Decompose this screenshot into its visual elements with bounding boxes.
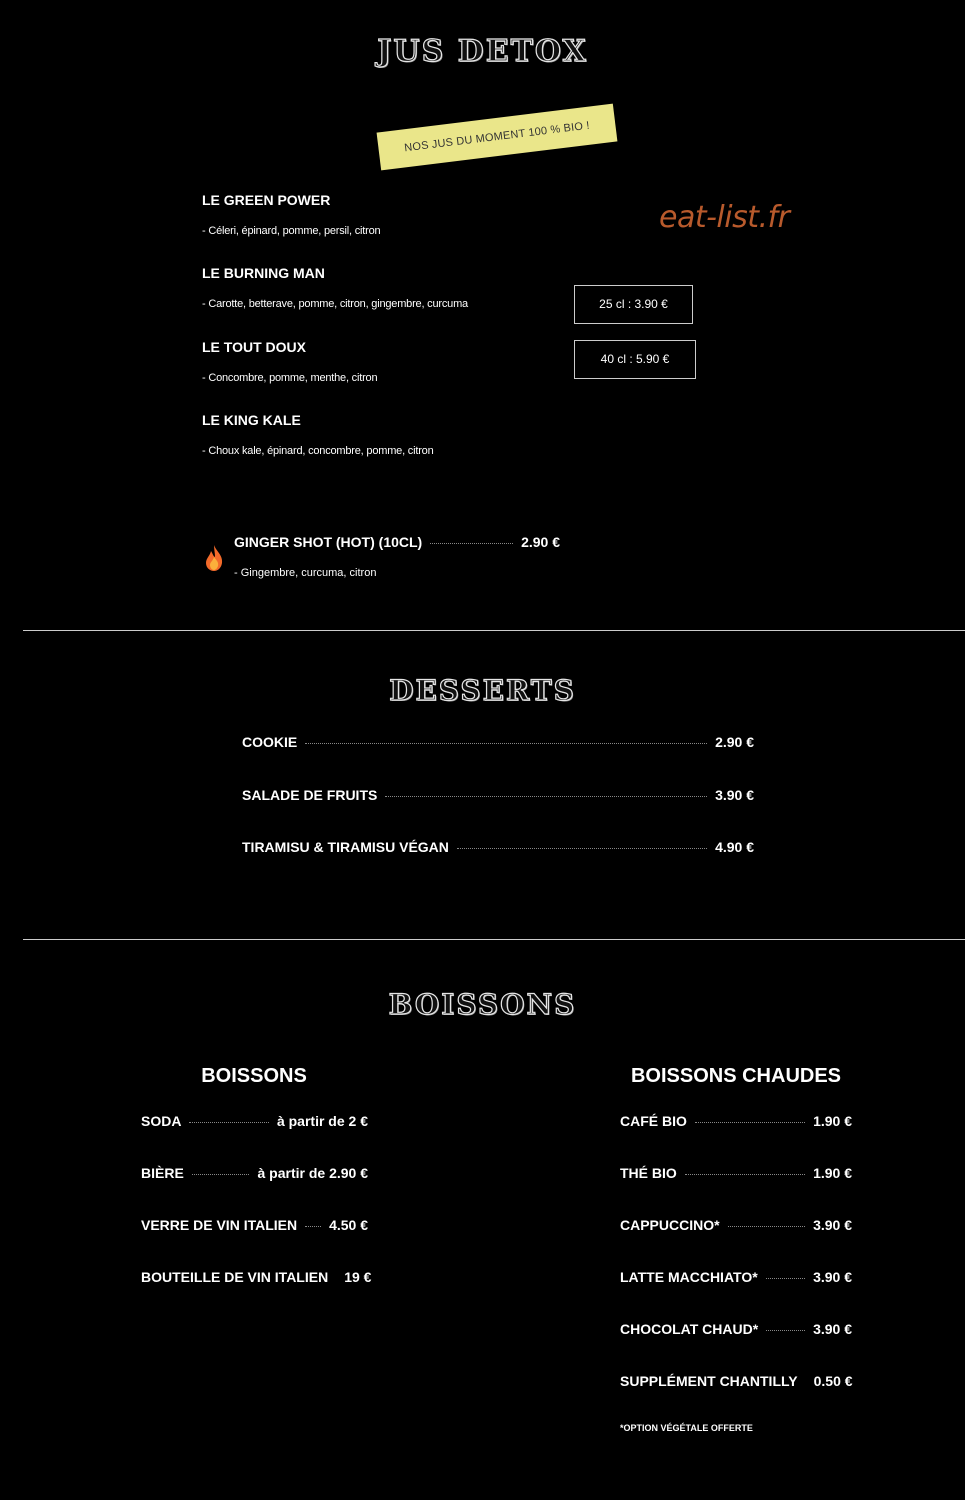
- dot-leader: [695, 1122, 805, 1123]
- flame-icon: [203, 544, 225, 572]
- drink-item: [141, 1269, 372, 1285]
- drink-item: [141, 1217, 368, 1233]
- dot-leader: [305, 743, 707, 744]
- dessert-item: [242, 734, 754, 750]
- juice-description: - Concombre, pomme, menthe, citron: [202, 372, 378, 384]
- dot-leader: [766, 1330, 805, 1331]
- dessert-name: SALADE DE FRUITS: [242, 787, 378, 803]
- drink-name: BOUTEILLE DE VIN ITALIEN: [141, 1269, 329, 1285]
- drink-name: VERRE DE VIN ITALIEN: [141, 1217, 298, 1233]
- dessert-price: 3.90 €: [715, 787, 754, 803]
- dot-leader: [766, 1278, 805, 1279]
- dot-leader: [430, 543, 513, 544]
- drink-price: 1.90 €: [813, 1165, 852, 1181]
- drink-price: 19 €: [344, 1269, 372, 1285]
- juice-name: LE BURNING MAN: [202, 265, 325, 281]
- hot-drink-item: [620, 1373, 852, 1389]
- hot-drinks-heading: BOISSONS CHAUDES: [630, 1065, 842, 1087]
- promo-sticker: NOS JUS DU MOMENT 100 % BIO !: [377, 104, 618, 171]
- hot-drink-item: [620, 1321, 852, 1337]
- shot-name: GINGER SHOT (HOT) (10CL): [234, 534, 423, 550]
- vegan-option-footnote: *OPTION VÉGÉTALE OFFERTE: [620, 1423, 753, 1433]
- section-divider: [23, 630, 965, 631]
- size-price-40cl: 40 cl : 5.90 €: [574, 340, 696, 379]
- watermark: eat-list.fr: [659, 200, 790, 235]
- dessert-item: [242, 787, 754, 803]
- dessert-price: 2.90 €: [715, 734, 754, 750]
- drink-name: SUPPLÉMENT CHANTILLY: [620, 1373, 798, 1389]
- juice-name: LE KING KALE: [202, 412, 301, 428]
- drink-name: BIÈRE: [141, 1165, 184, 1181]
- drink-name: THÉ BIO: [620, 1165, 677, 1181]
- section-title-desserts: DESSERTS: [389, 674, 576, 707]
- juice-description: - Choux kale, épinard, concombre, pomme, citron: [202, 445, 434, 457]
- juice-item: [202, 412, 434, 457]
- shot-description: - Gingembre, curcuma, citron: [234, 567, 377, 579]
- drink-name: CHOCOLAT CHAUD*: [620, 1321, 759, 1337]
- dessert-name: COOKIE: [242, 734, 298, 750]
- juice-description: - Carotte, betterave, pomme, citron, gingembre, curcuma: [202, 298, 468, 310]
- drink-price: 0.50 €: [813, 1373, 853, 1389]
- juice-item: [202, 192, 381, 237]
- dot-leader: [457, 848, 707, 849]
- dessert-price: 4.90 €: [715, 839, 754, 855]
- drink-name: LATTE MACCHIATO*: [620, 1269, 758, 1285]
- section-title-jus-detox: JUS DETOX: [377, 34, 588, 69]
- drink-item: [141, 1165, 368, 1181]
- ginger-shot-item: [234, 534, 560, 579]
- hot-drink-item: [620, 1165, 852, 1181]
- juice-item: [202, 265, 468, 310]
- juice-description: - Céleri, épinard, pomme, persil, citron: [202, 225, 381, 237]
- drink-price: 1.90 €: [813, 1113, 852, 1129]
- drink-name: SODA: [141, 1113, 182, 1129]
- dot-leader: [728, 1226, 805, 1227]
- drink-item: [141, 1113, 368, 1129]
- juice-name: LE TOUT DOUX: [202, 339, 306, 355]
- cold-drinks-heading: BOISSONS: [201, 1065, 307, 1087]
- dot-leader: [685, 1174, 805, 1175]
- drink-price: à partir de 2 €: [276, 1113, 368, 1129]
- drink-price: 3.90 €: [813, 1217, 852, 1233]
- drink-price: à partir de 2.90 €: [257, 1165, 368, 1181]
- shot-price: 2.90 €: [521, 534, 560, 550]
- juice-name: LE GREEN POWER: [202, 192, 331, 208]
- section-title-boissons: BOISSONS: [388, 988, 577, 1021]
- juice-item: [202, 339, 378, 384]
- dot-leader: [305, 1226, 321, 1227]
- dessert-item: [242, 839, 754, 855]
- drink-name: CAPPUCCINO*: [620, 1217, 720, 1233]
- hot-drink-item: [620, 1269, 852, 1285]
- drink-price: 4.50 €: [329, 1217, 368, 1233]
- size-price-25cl: 25 cl : 3.90 €: [574, 285, 693, 324]
- dot-leader: [189, 1122, 269, 1123]
- hot-drink-item: [620, 1217, 852, 1233]
- dessert-name: TIRAMISU & TIRAMISU VÉGAN: [242, 839, 449, 855]
- dot-leader: [192, 1174, 250, 1175]
- drink-price: 3.90 €: [813, 1269, 852, 1285]
- hot-drink-item: [620, 1113, 852, 1129]
- drink-price: 3.90 €: [813, 1321, 852, 1337]
- section-divider: [23, 939, 965, 940]
- dot-leader: [385, 796, 707, 797]
- drink-name: CAFÉ BIO: [620, 1113, 687, 1129]
